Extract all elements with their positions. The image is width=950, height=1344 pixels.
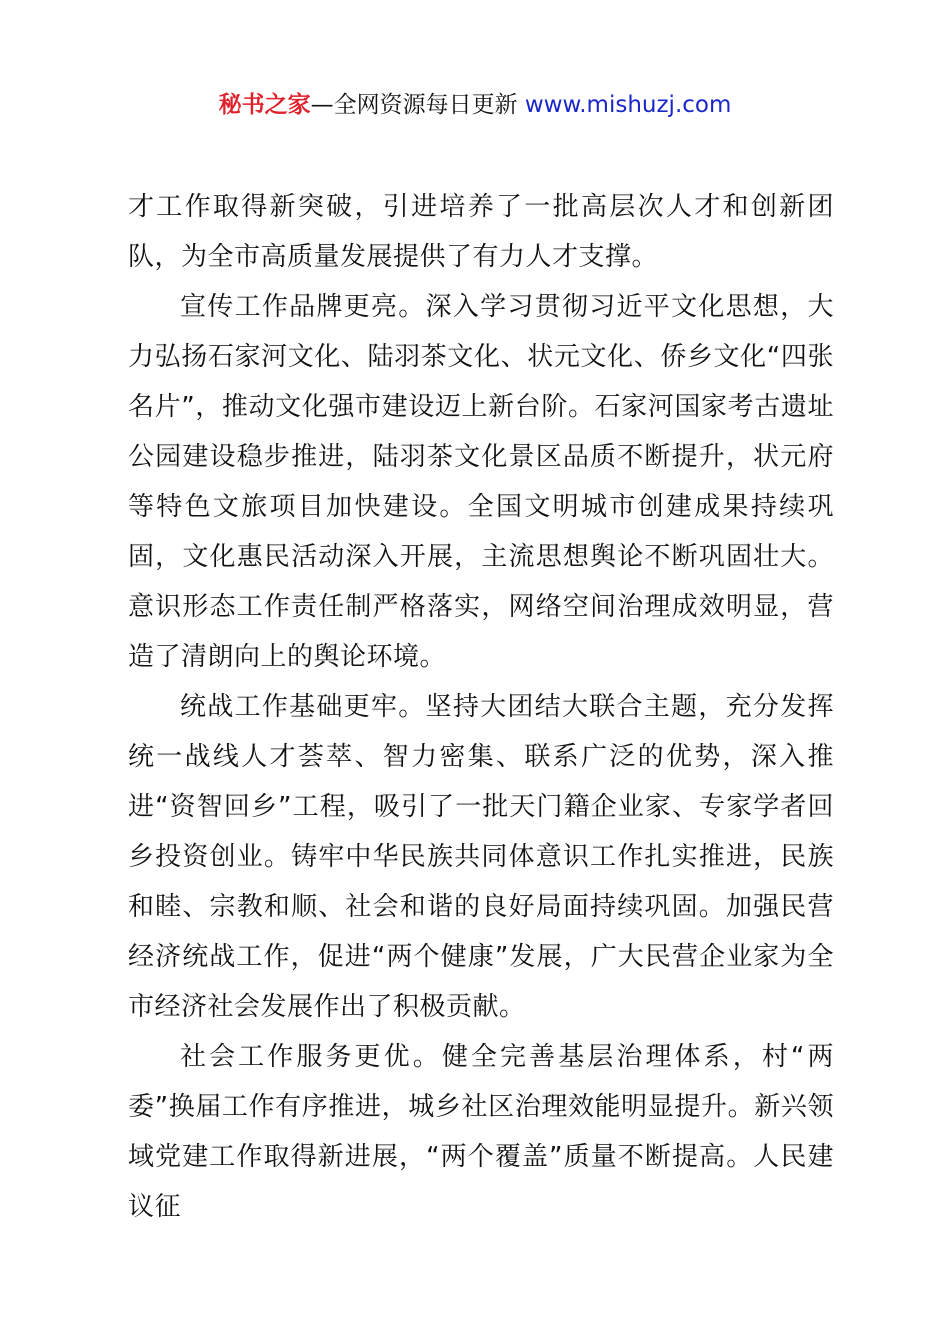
document-body [128, 182, 834, 1232]
header-tagline: —全网资源每日更新 [310, 92, 525, 118]
brand-name: 秘书之家 [218, 92, 311, 118]
paragraph-social-work: 社会工作服务更优。健全完善基层治理体系，村“两委”换届工作有序推进，城乡社区治理效能明显提升。新兴领域党建工作取得新进展，“两个覆盖”质量不断提高。人民建议征 [128, 1042, 834, 1222]
paragraph-united-front: 统战工作基础更牢。坚持大团结大联合主题，充分发挥统一战线人才荟萃、智力密集、联系广泛的优势，深入推进“资智回乡”工程，吸引了一批天门籍企业家、专家学者回乡投资创业。铸牢中华民族共同体意识工作扎实推进，民族和睦、宗教和顺、社会和谐的良好局面持续巩固。加强民营经济统战工作，促进“两个健康”发展，广大民营企业家为全市经济社会发展作出了积极贡献。 [128, 692, 834, 1022]
page-header [0, 88, 950, 122]
paragraph-publicity: 宣传工作品牌更亮。深入学习贯彻习近平文化思想，大力弘扬石家河文化、陆羽茶文化、状元文化、侨乡文化“四张名片”，推动文化强市建设迈上新台阶。石家河国家考古遗址公园建设稳步推进，陆羽茶文化景区品质不断提升，状元府等特色文旅项目加快建设。全国文明城市创建成果持续巩固，文化惠民活动深入开展，主流思想舆论不断巩固壮大。意识形态工作责任制严格落实，网络空间治理成效明显，营造了清朗向上的舆论环境。 [128, 292, 834, 672]
website-link[interactable]: www.mishuzj.com [524, 92, 732, 118]
paragraph-continued: 才工作取得新突破，引进培养了一批高层次人才和创新团队，为全市高质量发展提供了有力人才支撑。 [128, 192, 834, 272]
